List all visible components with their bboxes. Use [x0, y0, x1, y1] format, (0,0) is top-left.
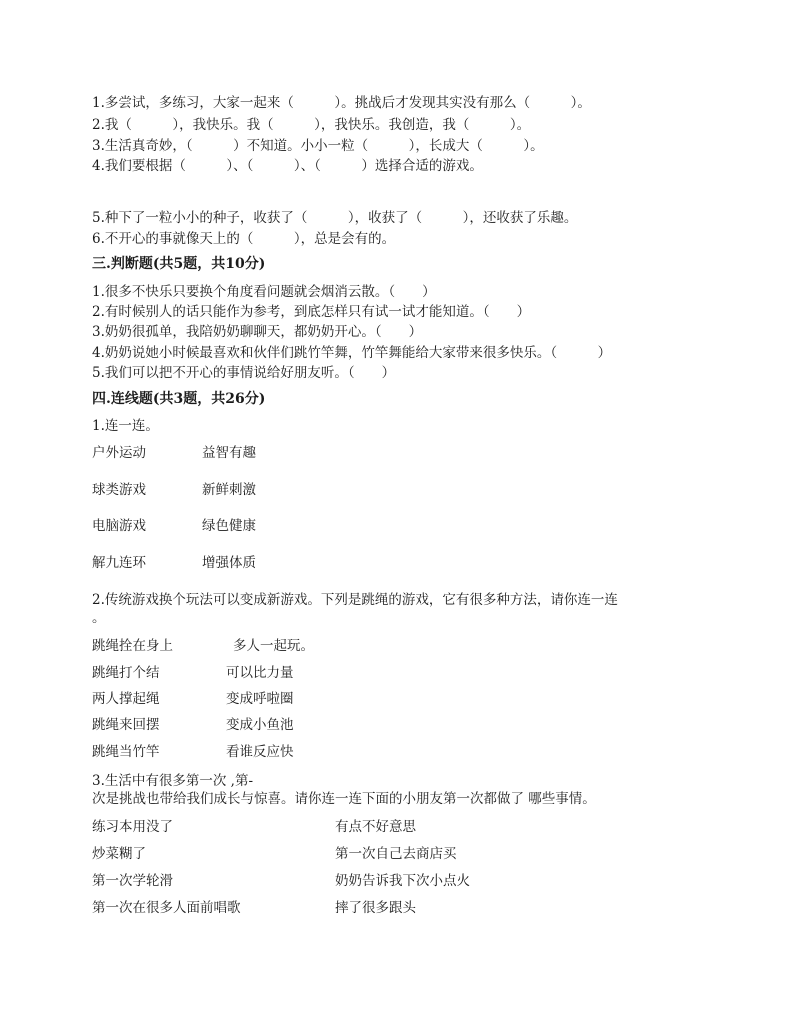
match-q2-prompt-line1: 2.传统游戏换个玩法可以变成新游戏。下列是跳绳的游戏，它有很多种方法，请你连一连: [92, 592, 618, 608]
fill-question-2: 2.我（ ），我快乐。我（ ），我快乐。我创造，我（ ）。: [92, 117, 531, 133]
judge-question-2: 2.有时候别人的话只能作为参考，到底怎样只有试一试才能知道。（ ）: [92, 304, 531, 320]
match-q2-right-item: 多人一起玩。: [233, 638, 314, 654]
match-q3-right-item: 有点不好意思: [335, 819, 416, 835]
match-q2-left-item: 跳绳打个结: [92, 665, 160, 681]
judge-question-3: 3.奶奶很孤单，我陪奶奶聊聊天，都奶奶开心。（ ）: [92, 324, 423, 340]
match-q2-prompt-line2: 。: [92, 610, 106, 626]
judge-question-1: 1.很多不快乐只要换个角度看问题就会烟消云散。（ ）: [92, 284, 436, 300]
fill-question-3: 3.生活真奇妙，（ ）不知道。小小一粒（ ），长成大（ ）。: [92, 138, 544, 154]
match-q3-left-item: 第一次在很多人面前唱歌: [92, 900, 241, 916]
match-q1-left-item: 解九连环: [92, 555, 146, 571]
match-q1-left-item: 户外运动: [92, 445, 146, 461]
match-q2-left-item: 跳绳拴在身上: [92, 638, 173, 654]
match-q2-right-item: 看谁反应快: [226, 744, 294, 760]
match-q2-right-item: 变成呼啦圈: [226, 691, 294, 707]
fill-question-6: 6.不开心的事就像天上的（ ），总是会有的。: [92, 231, 396, 247]
match-q1-right-item: 益智有趣: [202, 445, 256, 461]
match-q3-left-item: 炒菜糊了: [92, 846, 146, 862]
match-q2-right-item: 可以比力量: [226, 665, 294, 681]
match-q1-left-item: 电脑游戏: [92, 518, 146, 534]
match-q3-right-item: 奶奶告诉我下次小点火: [335, 873, 470, 889]
fill-question-5: 5.种下了一粒小小的种子，收获了（ ），收获了（ ），还收获了乐趣。: [92, 210, 578, 226]
match-q1-right-item: 绿色健康: [202, 518, 256, 534]
match-q3-left-item: 练习本用没了: [92, 819, 173, 835]
match-q3-right-item: 第一次自己去商店买: [335, 846, 457, 862]
section-title-judge: 三.判断题(共5题，共10分): [92, 256, 266, 272]
match-q2-left-item: 跳绳来回摆: [92, 717, 160, 733]
match-q3-left-item: 第一次学轮滑: [92, 873, 173, 889]
match-q2-right-item: 变成小鱼池: [226, 717, 294, 733]
match-q1-right-item: 增强体质: [202, 555, 256, 571]
fill-question-1: 1.多尝试，多练习，大家一起来（ ）。挑战后才发现其实没有那么（ ）。: [92, 95, 591, 111]
fill-question-4: 4.我们要根据（ ）、（ ）、（ ）选择合适的游戏。: [92, 158, 483, 174]
judge-question-4: 4.奶奶说她小时候最喜欢和伙伴们跳竹竿舞，竹竿舞能给大家带来很多快乐。（ ）: [92, 345, 612, 361]
match-q1-right-item: 新鲜刺激: [202, 482, 256, 498]
judge-question-5: 5.我们可以把不开心的事情说给好朋友听。（ ）: [92, 365, 396, 381]
match-q3-right-item: 摔了很多跟头: [335, 900, 416, 916]
match-q2-left-item: 两人撑起绳: [92, 691, 160, 707]
match-q3-prompt-line1: 3.生活中有很多第一次 ,第-: [92, 773, 254, 789]
match-q1-left-item: 球类游戏: [92, 482, 146, 498]
match-q3-prompt-line2: 次是挑战也带给我们成长与惊喜。请你连一连下面的小朋友第一次都做了 哪些事情。: [92, 791, 596, 807]
match-q1-prompt: 1.连一连。: [92, 418, 159, 434]
match-q2-left-item: 跳绳当竹竿: [92, 744, 160, 760]
section-title-match: 四.连线题(共3题，共26分): [92, 391, 266, 407]
